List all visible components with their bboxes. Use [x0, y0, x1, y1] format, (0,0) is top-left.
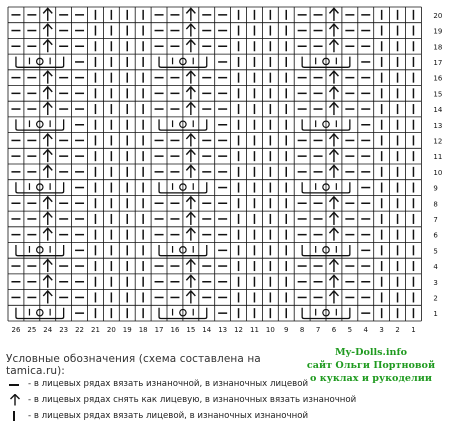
- column-number-label: 18: [138, 326, 148, 334]
- legend-text-dash: - в лицевых рядах вязать изнаночной, в изнаночных лицевой: [28, 379, 309, 389]
- row-number-label: 1: [433, 310, 438, 319]
- row-number-label: 18: [433, 43, 443, 52]
- row-number-label: 5: [433, 247, 438, 256]
- row-number-label: 3: [433, 278, 438, 287]
- dash-icon: [6, 378, 24, 390]
- legend-row-bar: [6, 410, 308, 422]
- column-number-label: 14: [202, 326, 212, 334]
- row-number-label: 11: [433, 153, 443, 162]
- legend-row-dash: [6, 378, 308, 390]
- row-number-label: 13: [433, 121, 443, 130]
- column-number-label: 16: [170, 326, 180, 334]
- row-number-label: 17: [433, 58, 443, 67]
- column-number-label: 17: [154, 326, 164, 334]
- column-number-label: 3: [379, 326, 384, 334]
- column-number-label: 1: [411, 326, 416, 334]
- legend-text-bar: - в лицевых рядах вязать лицевой, в изнаночных изнаночной: [28, 411, 309, 421]
- row-number-label: 4: [433, 263, 438, 272]
- row-number-label: 12: [433, 137, 443, 146]
- column-number-label: 20: [106, 326, 116, 334]
- column-number-label: 4: [363, 326, 368, 334]
- row-number-label: 19: [433, 27, 443, 36]
- credit-line-2: сайт Ольги Портновой: [306, 360, 436, 371]
- legend: [6, 353, 357, 421]
- credit-line-3: о куклах и рукоделии: [310, 373, 432, 384]
- row-number-label: 9: [433, 184, 438, 193]
- column-number-label: 25: [27, 326, 37, 334]
- legend-text-arrow: - в лицевых рядах снять как лицевую, в изнаночных вязать изнаночной: [28, 395, 357, 405]
- column-number-label: 13: [218, 326, 228, 334]
- column-number-label: 6: [331, 326, 337, 334]
- column-number-label: 10: [265, 326, 275, 334]
- vertical-bar-icon: [6, 410, 24, 422]
- column-number-label: 24: [43, 326, 53, 334]
- column-number-label: 8: [299, 326, 305, 334]
- site-credit: [296, 346, 446, 385]
- column-number-label: 21: [90, 326, 100, 334]
- row-number-label: 15: [433, 90, 443, 99]
- row-number-label: 8: [433, 200, 438, 209]
- column-number-label: 2: [395, 326, 400, 334]
- column-number-label: 26: [11, 326, 21, 334]
- row-number-label: 10: [433, 168, 443, 177]
- row-number-label: 20: [433, 11, 443, 20]
- column-number-label: 5: [347, 326, 353, 334]
- column-number-label: 9: [284, 326, 289, 334]
- legend-row-arrow: [6, 394, 356, 406]
- column-number-label: 22: [75, 326, 85, 334]
- row-number-label: 16: [433, 74, 443, 83]
- column-number-label: 12: [234, 326, 244, 334]
- column-number-label: 19: [122, 326, 132, 334]
- row-number-label: 2: [433, 294, 438, 303]
- column-number-label: 7: [315, 326, 321, 334]
- credit-line-1: My-Dolls.info: [334, 347, 408, 358]
- arrow-up-icon: [6, 394, 24, 406]
- row-number-label: 14: [433, 106, 443, 115]
- column-number-label: 15: [186, 326, 196, 334]
- row-number-label: 6: [433, 231, 438, 240]
- column-number-label: 11: [249, 326, 259, 334]
- legend-title: Условные обозначения (схема составлена на tamica.ru):: [6, 353, 261, 377]
- column-number-label: 23: [59, 326, 69, 334]
- row-number-label: 7: [433, 215, 438, 224]
